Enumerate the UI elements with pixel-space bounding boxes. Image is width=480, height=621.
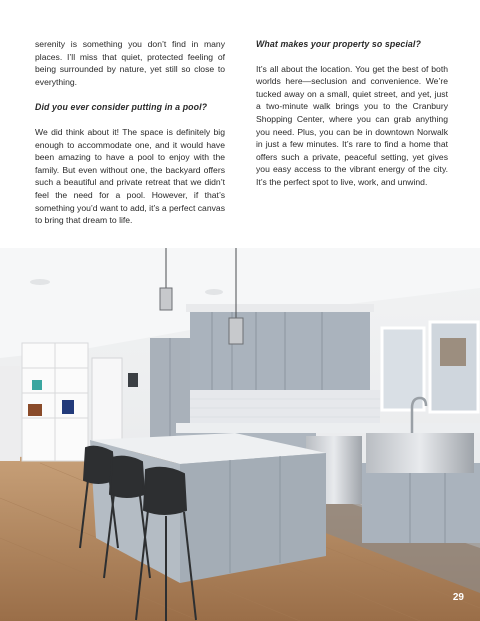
page-number: 29 xyxy=(452,592,464,603)
paragraph-location-answer: It’s all about the location. You get the best of both worlds here—seclusion and convenience. We’re tucked away on a small, quiet street, and yet, just a two-minute walk brings you to the Cranbury Shopping Center, where you can grab anything you need. Plus, you can be in downtown Norwalk in just a few minutes. It’s rare to find a home that offers such a private, peaceful setting, yet gives you easy access to the vibrant energy of the city. It’s the perfect spot to live, work, and unwind. xyxy=(256,63,448,187)
kitchen-photo xyxy=(0,248,480,621)
question-pool: Did you ever consider putting in a pool? xyxy=(35,102,208,113)
left-column xyxy=(35,38,225,240)
question-special: What makes your property so special? xyxy=(256,39,421,49)
right-column xyxy=(256,38,448,202)
paragraph-serenity: serenity is something you don’t find in many places. I’ll miss that quiet, protected feeling of being surrounded by nature, yet still so close to everything. xyxy=(35,39,225,87)
paragraph-pool-answer: We did think about it! The space is definitely big enough to accommodate one, and it would have been amazing to have a pool to enjoy with the family. But even without one, the backyard offers such a beautiful and private retreat that we didn’t feel the need for a pool. However, if that’s something you’d want to add, it’s a perfect canvas to bring that dream to life. xyxy=(35,126,225,226)
